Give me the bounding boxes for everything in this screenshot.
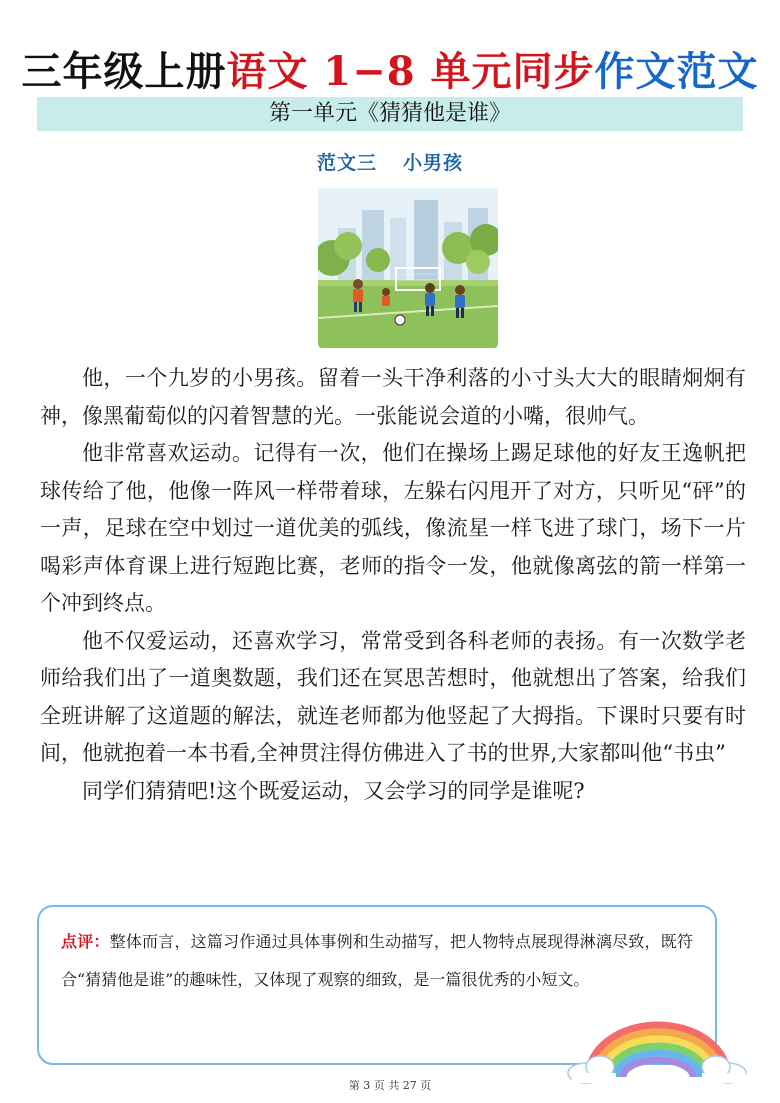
comment-label: 点评 (61, 932, 94, 951)
title-part-grade: 三年级上册 (21, 48, 227, 95)
unit-heading: 第一单元《猜猜他是谁》 (37, 97, 743, 131)
title-part-subject: 语文 1−8 单元同步 (226, 48, 595, 95)
essay-paragraph: 他，一个九岁的小男孩。留着一头干净利落的小寸头大大的眼睛炯炯有神，像黑葡萄似的闪着智慧的光。一张能说会道的小嘴，很帅气。 (40, 366, 746, 428)
title-part-type: 作文范文 (594, 48, 759, 95)
rainbow-cloud-icon (566, 1015, 750, 1085)
essay-paragraph: 他不仅爱运动，还喜欢学习，常常受到各科老师的表扬。有一次数学老师给我们出了一道奥数题，我们还在冥思苦想时，他就想出了答案，给我们全班讲解了这道题的解法，就连老师都为他竖起了大拇指。下课时只要有时间，他就抱着一本书看,全神贯注得仿佛进入了书的世界,大家都叫他“书虫” (40, 628, 746, 765)
essay-label: 范文三 (316, 152, 377, 174)
page-footer: 第 3 页 共 27 页 (348, 1079, 432, 1092)
essay-body (40, 360, 746, 810)
essay-name: 小男孩 (403, 152, 464, 174)
document-title (0, 40, 780, 97)
comment-content: 整体而言，这篇习作通过具体事例和生动描写，把人物特点展现得淋漓尽致，既符合“猜猜他是谁”的趣味性，又体现了观察的细致，是一篇很优秀的小短文。 (61, 932, 693, 989)
essay-title (0, 148, 780, 175)
comment-separator: ： (93, 932, 110, 951)
essay-paragraph: 同学们猜猜吧!这个既爱运动，又会学习的同学是谁呢? (82, 778, 585, 803)
children-playing-soccer-illustration (318, 188, 498, 348)
comment-text (61, 923, 693, 999)
essay-paragraph: 他非常喜欢运动。记得有一次，他们在操场上踢足球他的好友王逸帆把球传给了他，他像一阵风一样带着球，左躲右闪甩开了对方，只听见“砰”的一声，足球在空中划过一道优美的弧线，像流星一样飞进了球门，场下一片喝彩声体育课上进行短跑比赛，老师的指令一发，他就像离弦的箭一样第一个冲到终点。 (40, 441, 746, 615)
